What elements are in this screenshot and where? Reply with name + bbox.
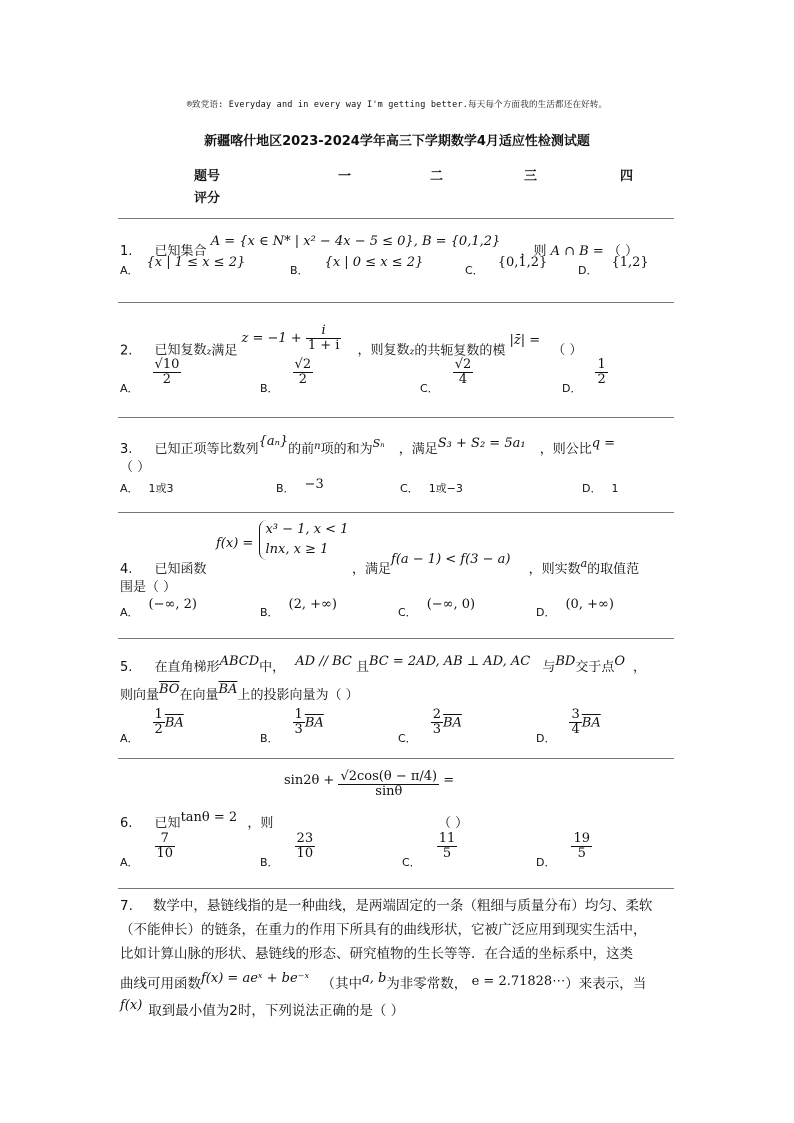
score-col-2: 二	[430, 169, 444, 184]
divider	[118, 888, 674, 889]
question-text: 的共轭复数的模	[414, 343, 506, 359]
math-expression: z = −1 + $\frac{i}{1 + i}$	[241, 323, 340, 354]
question-2: 2. 已知复数z满足 z = −1 + $\frac{i}{1 + i}$ ，则复数z的共轭复数的模 |z̄| = （ ） A． $\frac{√10}{2}$ B． $\frac{√2}{2}$ C． $\frac{√2}{4}$ D． $\frac{1}{2}$	[120, 323, 606, 396]
math-expression: A = {x ∈ N* | x² − 4x − 5 ≤ 0}, B = {0,1,2}	[210, 234, 501, 249]
option-d[interactable]: D．(0, +∞)	[536, 597, 614, 619]
question-number: 1.	[120, 244, 133, 259]
option-c[interactable]: C． $\frac{11}{5}$	[402, 831, 456, 870]
question-text: 已知集合	[154, 244, 207, 259]
option-d[interactable]: D．{1,2}	[578, 255, 649, 277]
option-d[interactable]: D． $\frac{19}{5}$	[536, 831, 591, 870]
option-c[interactable]: C． $\frac{2}{3}$ $\overline{BA}$	[398, 707, 462, 746]
score-row1-label: 题号	[194, 169, 221, 184]
math-expression: A ∩ B =	[550, 244, 604, 259]
score-col-4: 四	[620, 169, 634, 184]
question-number: 6.	[120, 816, 133, 831]
question-number: 5.	[120, 660, 133, 675]
option-a[interactable]: A． $\frac{√10}{2}$	[120, 357, 180, 396]
option-a[interactable]: A．(−∞, 2)	[120, 597, 197, 619]
option-b[interactable]: B．(2, +∞)	[260, 597, 337, 619]
answer-paren: （ ）	[438, 816, 469, 831]
question-number: 2.	[120, 343, 133, 359]
option-c[interactable]: C． 1或−3	[400, 482, 463, 495]
vector: $\overline{BA}$	[218, 682, 238, 697]
option-d[interactable]: D． $\frac{3}{4}$ $\overline{BA}$	[536, 707, 601, 746]
divider	[118, 302, 674, 303]
score-row2-label: 评分	[194, 191, 221, 206]
option-c[interactable]: C．(−∞, 0)	[398, 597, 476, 619]
option-a[interactable]: A． 1或3	[120, 482, 174, 495]
answer-paren: （ ）	[120, 460, 151, 475]
option-d[interactable]: D． 1	[582, 482, 619, 495]
question-number: 7.	[120, 898, 133, 914]
question-text: 满足	[211, 343, 238, 359]
math-expression: BC = 2AD, AB ⊥ AD, AC	[369, 654, 531, 669]
math-expression: f(x) = aeˣ + be⁻ˣ	[201, 971, 310, 986]
divider	[118, 638, 674, 639]
question-7: 7. 数学中，悬链线指的是一种曲线，是两端固定的一条（粗细与质量分布）均匀、柔软 （不能伸长）的链条，在重力的作用下所具有的曲线形状，它被广泛应用到现实生活中， 比如计算山脉的形状、悬链线的形态、研究植物的生长等等．在合适的坐标系中，这类 曲线可用函数f(x) = aeˣ + be⁻ˣ （其中a, b为非零常数， e = 2.71828⋯）来表示，当 f(x) 取到最小值为2时，下列说法正确的是（ ）	[120, 898, 653, 1019]
divider	[118, 417, 674, 418]
divider	[118, 512, 674, 513]
option-a[interactable]: A． $\frac{1}{2}$ $\overline{BA}$	[120, 707, 184, 746]
math-expression: S₃ + S₂ = 5a₁	[437, 436, 526, 451]
option-d[interactable]: D． $\frac{1}{2}$	[562, 357, 606, 396]
option-c[interactable]: C． $\frac{√2}{4}$	[420, 357, 472, 396]
score-col-3: 三	[524, 169, 538, 184]
option-a[interactable]: A．{x | 1 ≤ x ≤ 2}	[120, 255, 246, 277]
question-text: 已知复数	[154, 343, 207, 359]
math-expression: sin2θ + $\frac{√2\cos(\theta - \pi/4)}{\sin\theta}$ =	[284, 769, 455, 800]
option-b[interactable]: B． $\frac{√2}{2}$	[260, 357, 312, 396]
question-number: 3.	[120, 442, 133, 457]
option-b[interactable]: B． −3	[276, 477, 324, 495]
question-6: sin2θ + $\frac{√2\cos(\theta - \pi/4)}{\sin\theta}$ = 6. 已知tanθ = 2 ，则 （ ） A． $\frac{7}{10}$ B． $\frac{23}{10}$ C． $\frac{11}{5}$ D． $\frac{19}{5}$	[120, 769, 591, 870]
question-1	[120, 226, 680, 298]
option-c[interactable]: C．{0,1,2}	[465, 255, 548, 277]
divider	[118, 758, 674, 759]
option-a[interactable]: A． $\frac{7}{10}$	[120, 831, 174, 870]
piecewise-function: f(x) = x³ − 1, x < 1 lnx, x ≥ 1	[216, 520, 348, 560]
question-5: 5. 在直角梯形ABCD中， AD // BC 且BC = 2AD, AB ⊥ AD, AC 与BD交于点O ， 则向量$\overline{BO}$在向量$\overline{BA}$上的投影向量为（ ） A． $\frac{1}{2}$ $\overline{BA}$ B． $\frac{1}{3}$ $\overline{BA}$ C． $\frac{2}{3}$ $\overline{BA}$ D． $\frac{3}{4}$ $\overline{BA}$	[120, 654, 647, 746]
math-expression: f(a − 1) < f(3 − a)	[391, 552, 511, 567]
option-b[interactable]: B． $\frac{23}{10}$	[260, 831, 314, 870]
question-number: 4.	[120, 562, 133, 577]
question-text: ，则	[520, 244, 547, 259]
question-3: 3. 已知正项等比数列{aₙ}的前$^n$项的和为$^{S_n}$ ，满足S₃ + S₂ = 5a₁ ，则公比q = （ ） A． 1或3 B． −3 C． 1或−3 D． 1	[120, 434, 619, 495]
option-b[interactable]: B． $\frac{1}{3}$ $\overline{BA}$	[260, 707, 324, 746]
motto: ®致党语: Everyday and in every way I'm getting better.每天每个方面我的生活都还在好转。	[186, 100, 608, 110]
question-text: 已知正项等比数列	[154, 442, 259, 457]
vector: $\overline{BO}$	[159, 682, 180, 697]
question-4: f(x) = x³ − 1, x < 1 lnx, x ≥ 1 4. 已知函数 ，满足f(a − 1) < f(3 − a) ，则实数$^a$的取值范 围是（ ） A．(−∞, 2) B．(2, +∞) C．(−∞, 0) D．(0, +∞)	[120, 522, 640, 619]
divider	[118, 218, 674, 219]
math-expression: |z̄| =	[509, 333, 541, 349]
option-b[interactable]: B．{x | 0 ≤ x ≤ 2}	[290, 255, 424, 277]
question-text: ，则复数	[357, 343, 410, 359]
score-col-1: 一	[338, 169, 352, 184]
answer-paren: （ ）	[607, 244, 638, 259]
answer-paren: （ ）	[552, 343, 583, 359]
page-title: 新疆喀什地区2023-2024学年高三下学期数学4月适应性检测试题	[204, 134, 590, 149]
